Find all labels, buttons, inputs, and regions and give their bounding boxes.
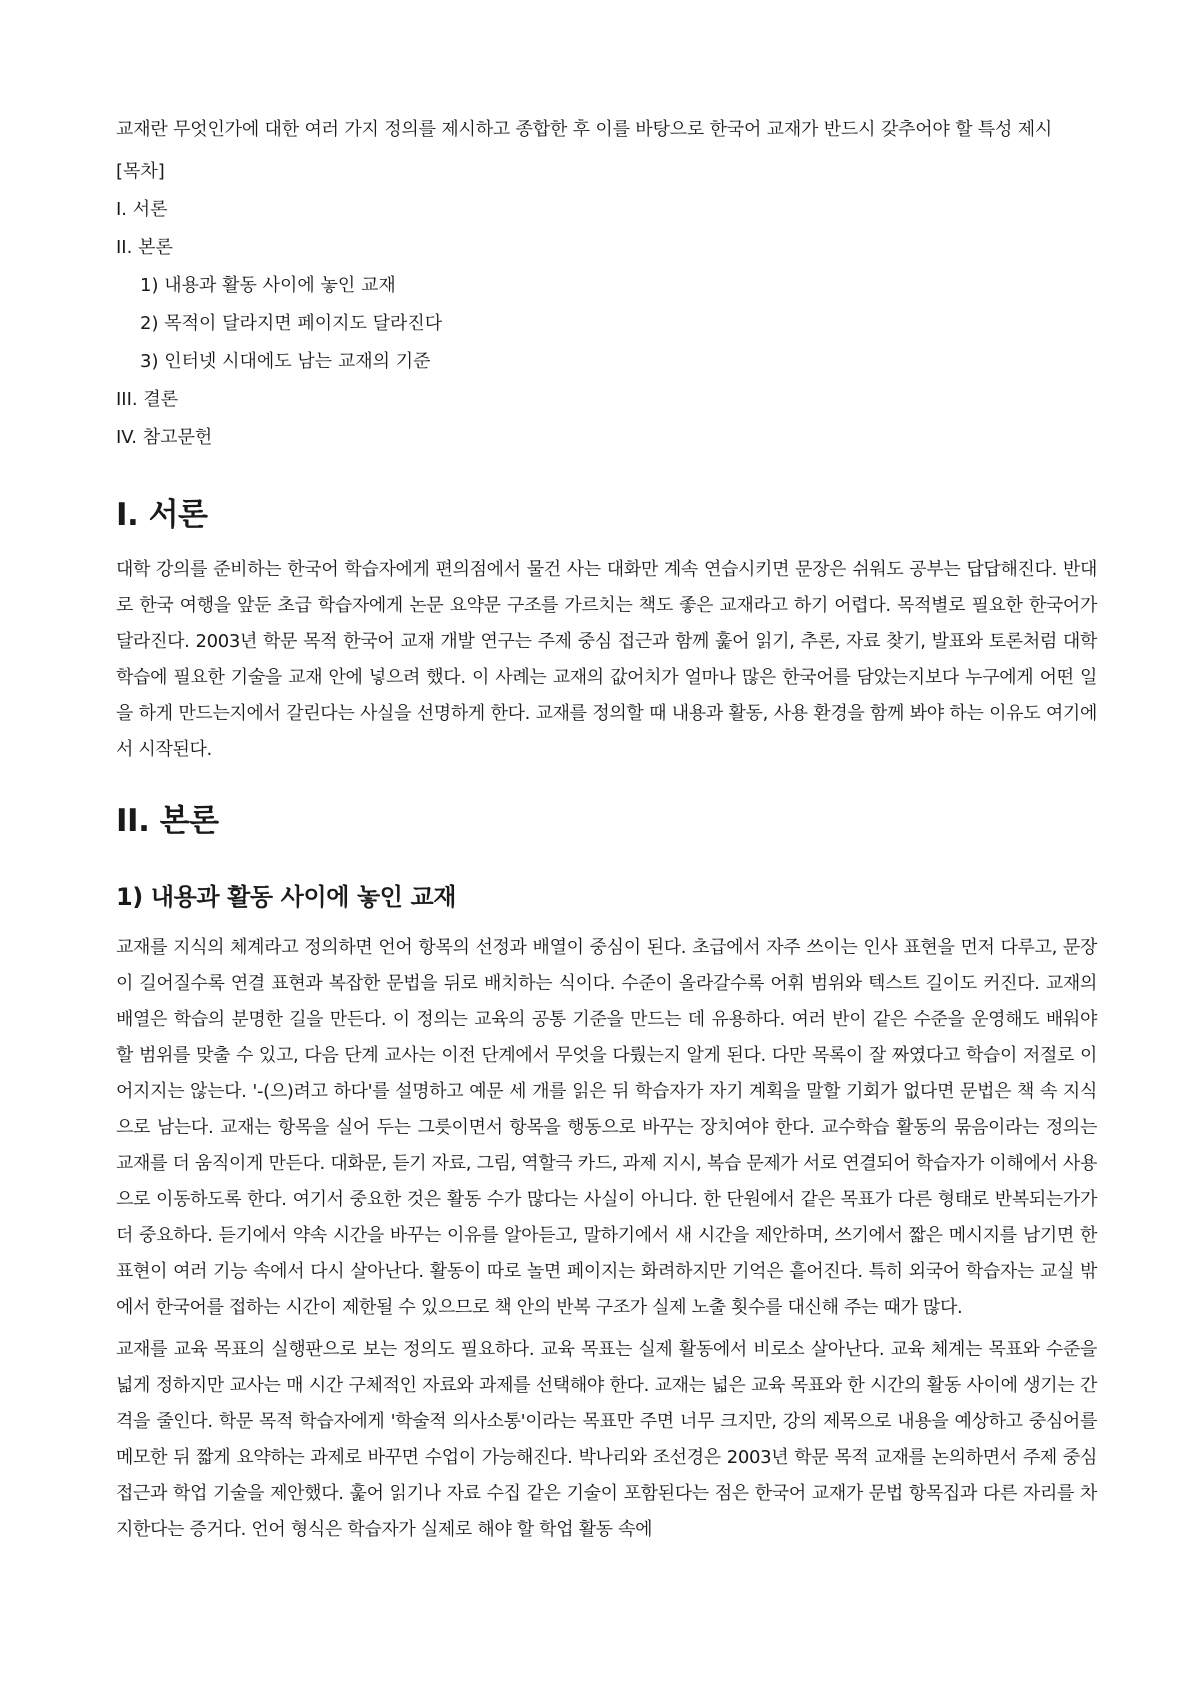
section-1-heading: 1) 내용과 활동 사이에 놓인 교재	[116, 883, 457, 911]
toc-heading: [목차]	[116, 161, 165, 182]
toc-item-body-3: 3) 인터넷 시대에도 남는 교재의 기준	[140, 351, 431, 372]
section-1-paragraph-2: 교재를 교육 목표의 실행판으로 보는 정의도 필요하다. 교육 목표는 실제 활동에서 비로소 살아난다. 교육 체계는 목표와 수준을 넓게 정하지만 교사는 매 시간 구체적인 자료와 과제를 선택해야 한다. 교재는 넓은 교육 목표와 한 시간의 활동 사이에 생기는 간격을 줄인다. 학문 목적 학습자에게 '학술적 의사소통'이라는 목표만 주면 너무 크지만, 강의 제목으로 내용을 예상하고 중심어를 메모한 뒤 짧게 요약하는 과제로 바꾸면 수업이 가능해진다. 박나리와 조선경은 2003년 학문 목적 교재를 논의하면서 주제 중심 접근과 학업 기술을 제안했다. 훑어 읽기나 자료 수집 같은 기술이 포함된다는 점은 한국어 교재가 문법 항목집과 다른 자리를 차지한다는 증거다. 언어 형식은 학습자가 실제로 해야 할 학업 활동 속에	[116, 1339, 1097, 1540]
document-title: 교재란 무엇인가에 대한 여러 가지 정의를 제시하고 종합한 후 이를 바탕으로 한국어 교재가 반드시 갖추어야 할 특성 제시	[116, 119, 1053, 140]
section-1-paragraph-1: 교재를 지식의 체계라고 정의하면 언어 항목의 선정과 배열이 중심이 된다. 초급에서 자주 쓰이는 인사 표현을 먼저 다루고, 문장이 길어질수록 연결 표현과 복잡한 문법을 뒤로 배치하는 식이다. 수준이 올라갈수록 어휘 범위와 텍스트 길이도 커진다. 교재의 배열은 학습의 분명한 길을 만든다. 이 정의는 교육의 공통 기준을 만드는 데 유용하다. 여러 반이 같은 수준을 운영해도 배워야 할 범위를 맞출 수 있고, 다음 단계 교사는 이전 단계에서 무엇을 다뤘는지 알게 된다. 다만 목록이 잘 짜였다고 학습이 저절로 이어지지는 않는다. '-(으)려고 하다'를 설명하고 예문 세 개를 읽은 뒤 학습자가 자기 계획을 말할 기회가 없다면 문법은 책 속 지식으로 남는다. 교재는 항목을 실어 두는 그릇이면서 항목을 행동으로 바꾸는 장치여야 한다. 교수학습 활동의 묶음이라는 정의는 교재를 더 움직이게 만든다. 대화문, 듣기 자료, 그림, 역할극 카드, 과제 지시, 복습 문제가 서로 연결되어 학습자가 이해에서 사용으로 이동하도록 한다. 여기서 중요한 것은 활동 수가 많다는 사실이 아니다. 한 단원에서 같은 목표가 다른 형태로 반복되는가가 더 중요하다. 듣기에서 약속 시간을 바꾸는 이유를 알아듣고, 말하기에서 새 시간을 제안하며, 쓰기에서 짧은 메시지를 남기면 한 표현이 여러 기능 속에서 다시 살아난다. 활동이 따로 놀면 페이지는 화려하지만 기억은 흩어진다. 특히 외국어 학습자는 교실 밖에서 한국어를 접하는 시간이 제한될 수 있으므로 책 안의 반복 구조가 실제 노출 횟수를 대신해 주는 때가 많다.	[116, 937, 1097, 1318]
table-of-contents	[116, 158, 1097, 452]
toc-item-body: II. 본론	[116, 237, 173, 258]
toc-item-conclusion: III. 결론	[116, 389, 179, 410]
toc-item-intro: I. 서론	[116, 199, 168, 220]
toc-item-references: IV. 참고문헌	[116, 427, 213, 448]
intro-heading: I. 서론	[116, 497, 208, 533]
toc-item-body-1: 1) 내용과 활동 사이에 놓인 교재	[140, 275, 396, 296]
body-heading: II. 본론	[116, 803, 219, 839]
intro-paragraph: 대학 강의를 준비하는 한국어 학습자에게 편의점에서 물건 사는 대화만 계속 연습시키면 문장은 쉬워도 공부는 답답해진다. 반대로 한국 여행을 앞둔 초급 학습자에게 논문 요약문 구조를 가르치는 책도 좋은 교재라고 하기 어렵다. 목적별로 필요한 한국어가 달라진다. 2003년 학문 목적 한국어 교재 개발 연구는 주제 중심 접근과 함께 훑어 읽기, 추론, 자료 찾기, 발표와 토론처럼 대학 학습에 필요한 기술을 교재 안에 넣으려 했다. 이 사례는 교재의 값어치가 얼마나 많은 한국어를 담았는지보다 누구에게 어떤 일을 하게 만드는지에서 갈린다는 사실을 선명하게 한다. 교재를 정의할 때 내용과 활동, 사용 환경을 함께 봐야 하는 이유도 여기에서 시작된다.	[116, 559, 1097, 760]
toc-item-body-2: 2) 목적이 달라지면 페이지도 달라진다	[140, 313, 443, 334]
